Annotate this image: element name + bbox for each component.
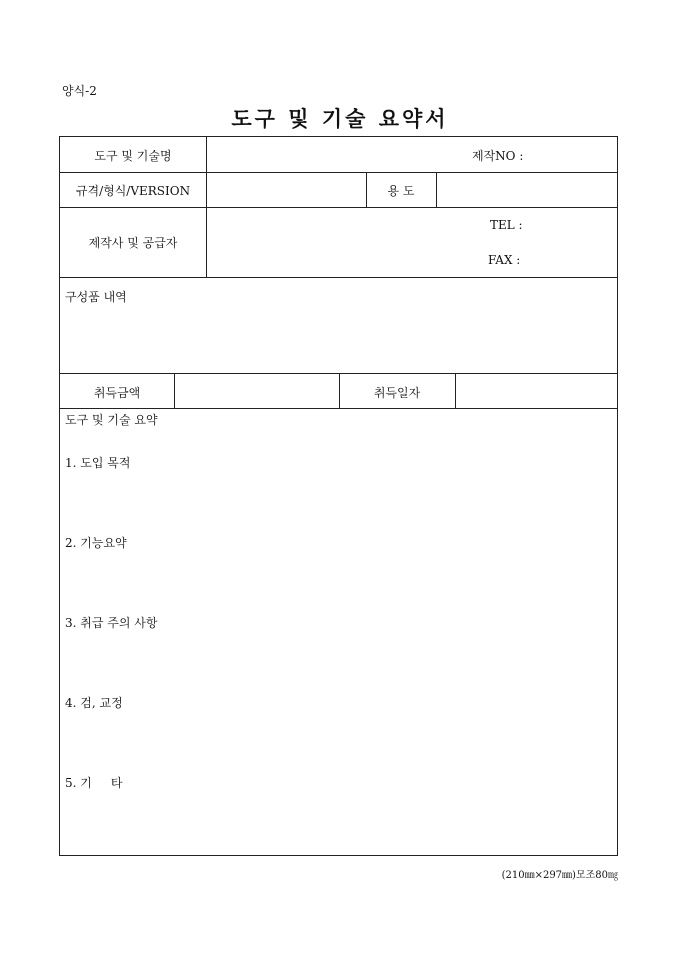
usage-field[interactable] [440,174,612,204]
summary-item: 5. 기 타 [65,776,123,790]
usage-label: 용 도 [387,184,415,198]
form-code: 양식-2 [62,84,97,98]
acq-amount-label: 취득금액 [93,386,141,400]
tool-name-field[interactable] [210,139,465,169]
row-divider [60,277,617,278]
row-divider [60,408,617,409]
summary-heading: 도구 및 기술 요약 [65,413,158,427]
tel-label: TEL : [490,218,523,232]
col-divider [455,373,456,408]
acq-date-label: 취득일자 [373,386,421,400]
row-divider [60,172,617,173]
tool-name-label: 도구 및 기술명 [94,149,172,163]
maker-label: 제작사 및 공급자 [88,236,178,250]
summary-item: 2. 기능요약 [65,536,127,550]
acq-amount-field[interactable] [178,376,335,406]
spec-field[interactable] [210,174,362,204]
production-no-label: 제작NO : [472,149,524,163]
summary-item: 4. 검, 교정 [65,696,123,710]
summary-item: 3. 취급 주의 사항 [65,616,158,630]
page-title: 도구 및 기술 요약서 [231,106,449,131]
components-label: 구성품 내역 [65,290,127,304]
col-divider [436,172,437,207]
acq-date-field[interactable] [459,376,613,406]
paper-spec: (210㎜×297㎜)모조80㎎ [501,870,618,881]
spec-label: 규격/형식/VERSION [75,184,191,198]
col-divider [206,137,207,277]
form-table [59,136,618,856]
summary-item: 1. 도입 목적 [65,456,131,470]
col-divider [174,373,175,408]
row-divider [60,207,617,208]
fax-label: FAX : [488,253,521,267]
